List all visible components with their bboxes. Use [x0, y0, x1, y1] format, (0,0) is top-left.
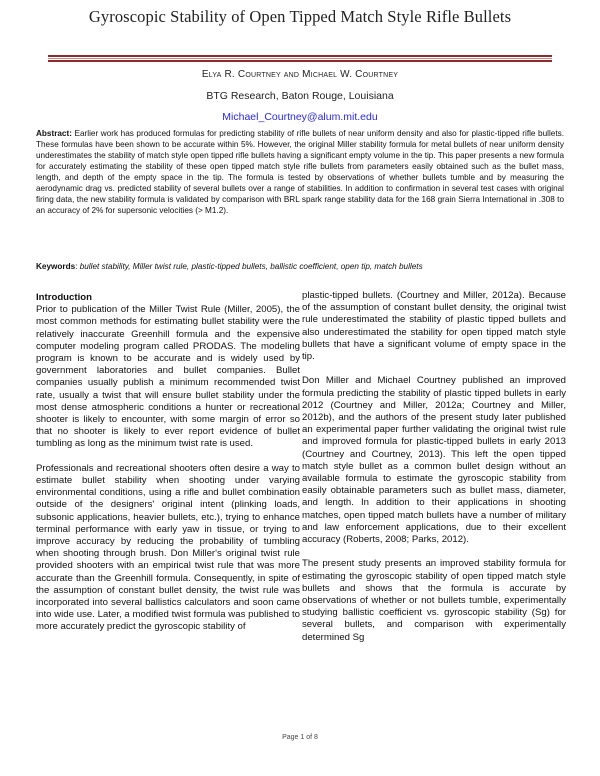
title-rule-top [48, 55, 552, 57]
paragraph: Professionals and recreational shooters often desire a way to estimate bullet stability when shooting under varying environmental conditions, using a rifle and bullet combination outside of the designers' original intent (plinking loads, subsonic applications, heavier bullets, etc.), trying to enhance terminal performance with early yaw in tissue, or trying to improve accuracy by reducing the probability of tumbling when shooting through brush. Don Miller's original twist rule provided shooters with an empirical twist rule that was more accurate than the Greenhill formula. Consequently, in spite of the assumption of constant bullet density, the twist rule was incorporated into several ballistics calculators and soon came into wide use. Later, a modified twist formula was published to more accurately predict the gyroscopic stability of [36, 462, 300, 633]
keywords-label: Keywords [36, 262, 76, 271]
body-column-left [36, 292, 300, 646]
body-column-right [302, 290, 566, 656]
abstract-text: Earlier work has produced formulas for predicting stability of rifle bullets of near uniform density and also for plastic-tipped rifle bullets. These formulas have been shown to be accurate within 5%. However, the original Miller stability formula for metal bullets of near uniform density underestimates the stability of match style open tipped rifle bullets having a significant empty volume in the tip. This paper presents a new formula for accurately estimating the stability of these open tipped match style rifle bullets from parameters easily obtained such as the bullet mass, length, and depth of the empty space in the tip. The formula is tested by observations of whether bullets tumble and by measuring the aerodynamic drag vs. predicted stability of several bullets over a range of stabilities. In addition to confirmation in several test cases with original firing data, the new stability formula is validated by comparison with BRL spark range stability data for the 168 grain Sierra International in .308 to an accuracy of 2% for supersonic velocities (> M1.2). [36, 129, 564, 215]
paper-title: Gyroscopic Stability of Open Tipped Match Style Rifle Bullets [88, 7, 512, 26]
author-email-link[interactable]: Michael_Courtney@alum.mit.edu [222, 111, 378, 123]
keywords-text: bullet stability, Miller twist rule, plastic-tipped bullets, ballistic coefficient, open tip, match bullets [79, 262, 423, 271]
paragraph: plastic-tipped bullets. (Courtney and Miller, 2012a). Because of the assumption of constant bullet density, the original twist rule underestimated the stability of plastic tipped bullets and also underestimated the stability for open tipped match style bullets that have a significant volume of empty space in the tip. [302, 290, 566, 363]
paragraph: Don Miller and Michael Courtney published an improved formula predicting the stability of plastic tipped bullets in early 2012 (Courtney and Miller, 2012a; Courtney and Miller, 2012b), and the authors of the present study later published an experimental paper further validating the original twist rule and improved formula for plastic-tipped bullets in early 2013 (Courtney and Courtney, 2013). This left the open tipped match style bullet as a common bullet design without an available formula to estimate the gyroscopic stability from easily obtainable parameters such as bullet mass, diameter, and length. In addition to their applications in shooting matches, open tipped match bullets have a number of military and law enforcement applications, due to their excellent accuracy (Roberts, 2008; Parks, 2012). [302, 375, 566, 546]
abstract-label: Abstract: [36, 129, 72, 138]
page-number: Page 1 of 8 [282, 734, 318, 741]
title-rule-middle [48, 58, 552, 59]
affiliation: BTG Research, Baton Rouge, Louisiana [206, 90, 394, 102]
paragraph: The present study presents an improved stability formula for estimating the gyroscopic stability of open tipped match style bullets and shows that the formula is accurate by observations of whether or not bullets tumble, experimentally studying ballistic coefficient vs. gyroscopic stability (Sg) for several bullets, and comparison with experimentally determined Sg [302, 558, 566, 643]
section-heading-introduction: Introduction [36, 292, 92, 303]
keywords: Keywords: bullet stability, Miller twist rule, plastic-tipped bullets, ballistic coefficient, open tip, match bullets [36, 262, 423, 271]
paragraph: Prior to publication of the Miller Twist Rule (Miller, 2005), the most common methods for estimating bullet stability were the relatively inaccurate Greenhill formula and the expensive computer modeling program called PRODAS. The modeling program is known to be accurate and is widely used by government laboratories and bullet companies. Bullet companies usually publish a minimum recommended twist rate, usually a twist that will ensure bullet stability under the most dense atmospheric conditions a hunter or recreational shooter is likely to encounter, with some margin of error so that no shooter is likely to ever report evidence of bullet tumbling as long as the minimum twist rate is used. [36, 304, 300, 450]
abstract [36, 128, 564, 216]
title-rule-bottom [48, 60, 552, 62]
author-names: Elya R. Courtney and Michael W. Courtney [201, 69, 399, 80]
